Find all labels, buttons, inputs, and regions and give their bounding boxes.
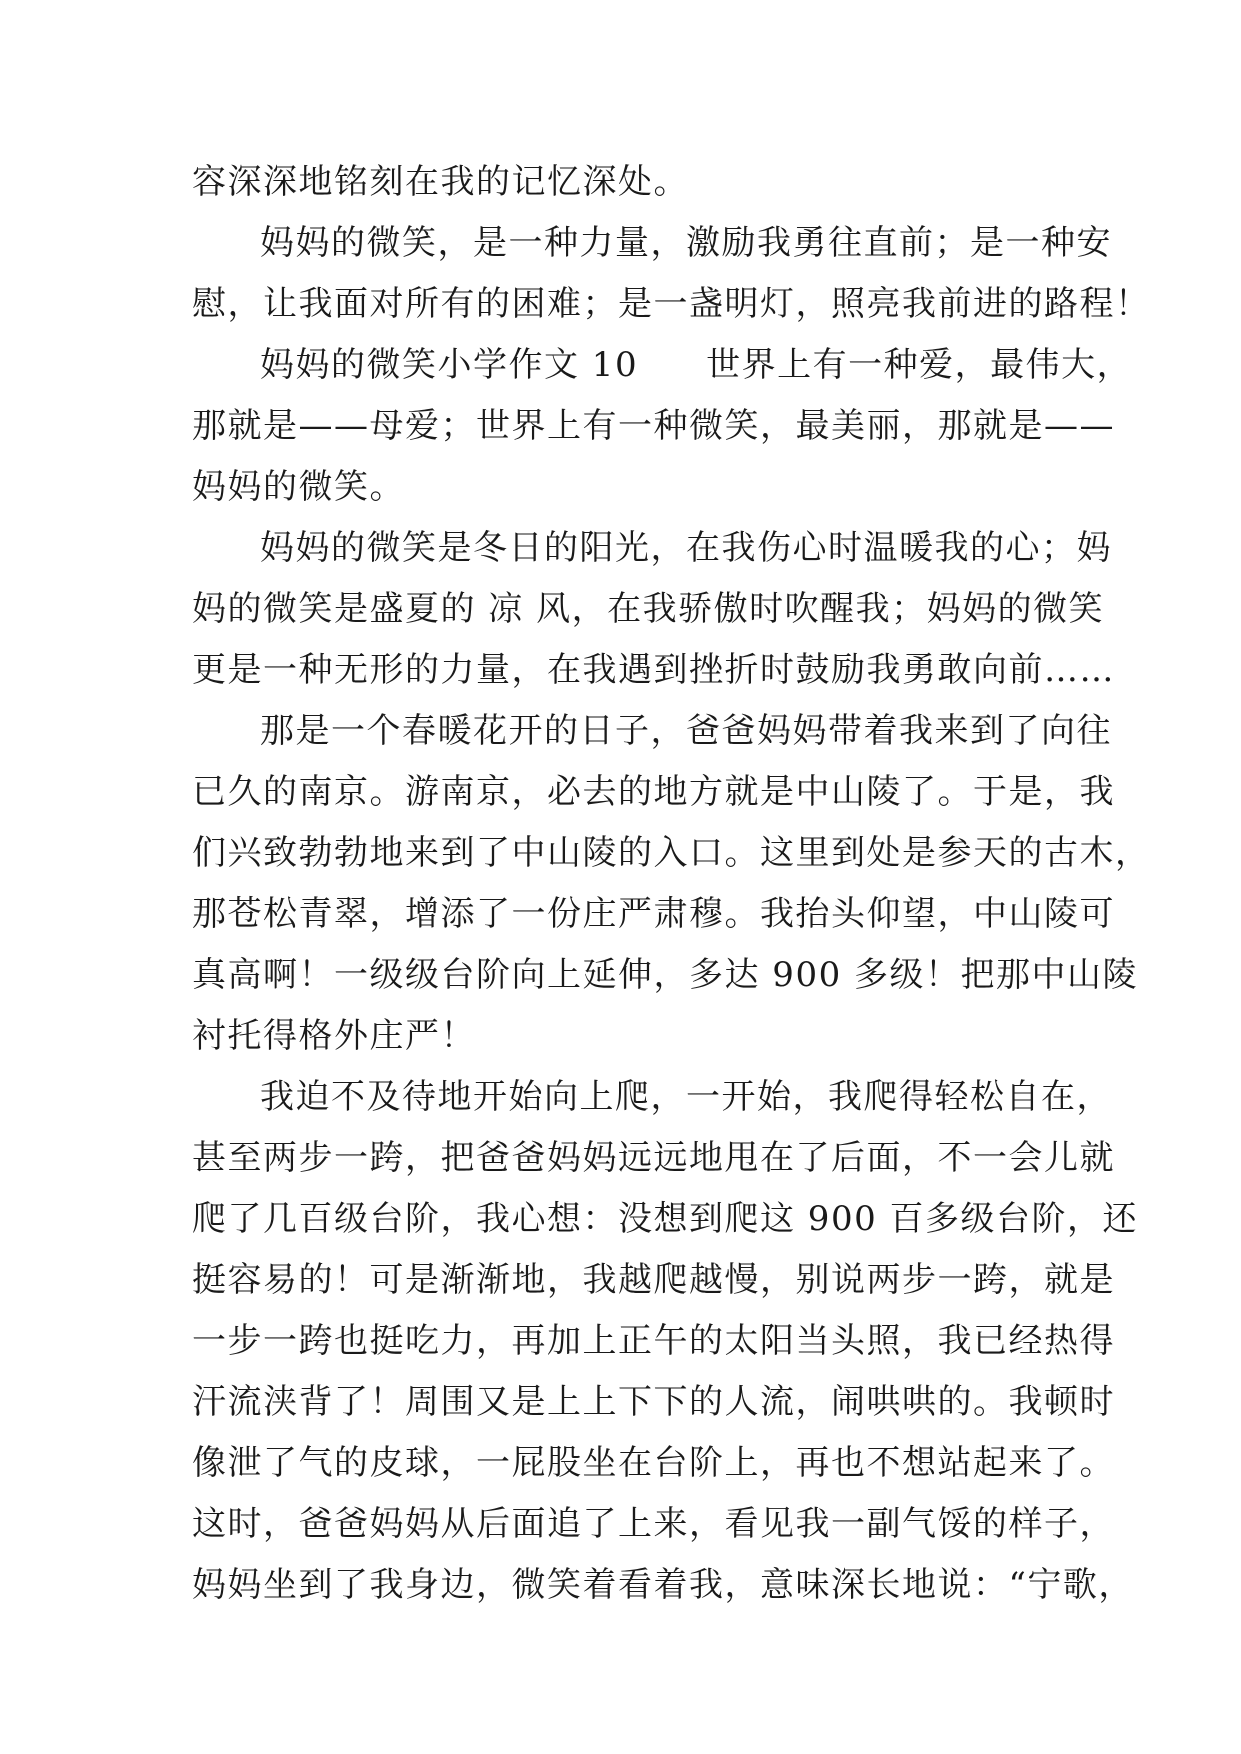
text-line: 妈妈的微笑，是一种力量，激励我勇往直前；是一种安: [260, 223, 1112, 263]
text-line: 一步一跨也挺吃力，再加上正午的太阳当头照，我已经热得: [192, 1321, 1115, 1361]
text-line: 妈的微笑是盛夏的 凉 风，在我骄傲时吹醒我；妈妈的微笑: [192, 589, 1105, 629]
text-line: 妈妈的微笑是冬日的阳光，在我伤心时温暖我的心；妈: [260, 528, 1112, 568]
text-line: 爬了几百级台阶，我心想：没想到爬这 900 百多级台阶，还: [192, 1199, 1139, 1239]
essay-body: [192, 152, 1151, 1616]
essay-heading-line: [192, 335, 1133, 396]
text-line: 已久的南京。游南京，必去的地方就是中山陵了。于是，我: [192, 772, 1115, 812]
text-line: 妈妈的微笑。: [192, 467, 405, 507]
text-line: 那就是——母爱；世界上有一种微笑，最美丽，那就是——: [192, 406, 1115, 446]
text-line: 们兴致勃勃地来到了中山陵的入口。这里到处是参天的古木，: [192, 833, 1151, 873]
text-line: 妈妈坐到了我身边，微笑着看着我，意味深长地说：“宁歌，: [192, 1565, 1134, 1605]
text-line: 那是一个春暖花开的日子，爸爸妈妈带着我来到了向往: [260, 711, 1112, 751]
text-line: 这时，爸爸妈妈从后面追了上来，看见我一副气馁的样子，: [192, 1504, 1115, 1544]
text-line: 汗流浃背了！周围又是上上下下的人流，闹哄哄的。我顿时: [192, 1382, 1115, 1422]
text-line: 甚至两步一跨，把爸爸妈妈远远地甩在了后面，不一会儿就: [192, 1138, 1115, 1178]
text-line: 更是一种无形的力量，在我遇到挫折时鼓励我勇敢向前……: [192, 650, 1115, 690]
text-line: 挺容易的！可是渐渐地，我越爬越慢，别说两步一跨，就是: [192, 1260, 1115, 1300]
text-line-tail: 世界上有一种爱，最伟大，: [706, 345, 1133, 385]
text-line: 我迫不及待地开始向上爬，一开始，我爬得轻松自在，: [260, 1077, 1112, 1117]
text-line: 慰，让我面对所有的困难；是一盏明灯，照亮我前进的路程！: [192, 284, 1151, 324]
text-line: 真高啊！一级级台阶向上延伸，多达 900 多级！把那中山陵: [192, 955, 1139, 995]
text-line: 像泄了气的皮球，一屁股坐在台阶上，再也不想站起来了。: [192, 1443, 1115, 1483]
text-line: 容深深地铭刻在我的记忆深处。: [192, 162, 689, 202]
essay-title: 妈妈的微笑小学作文 10: [260, 345, 639, 385]
text-line: 那苍松青翠，增添了一份庄严肃穆。我抬头仰望，中山陵可: [192, 894, 1115, 934]
text-line: 衬托得格外庄严！: [192, 1016, 476, 1056]
